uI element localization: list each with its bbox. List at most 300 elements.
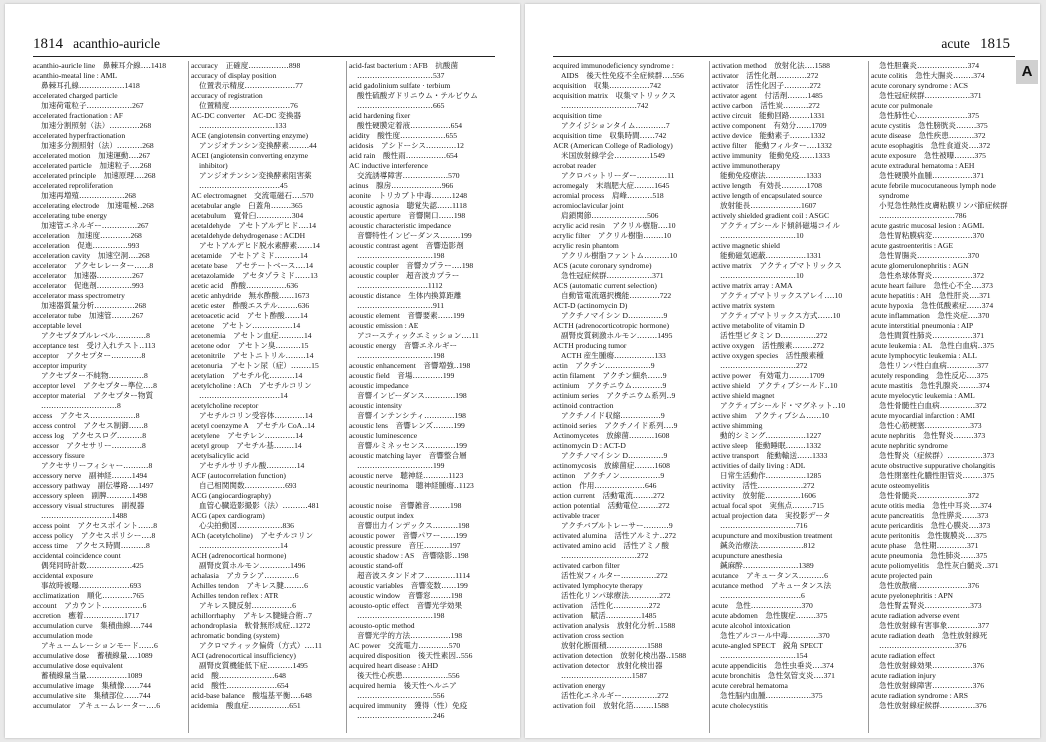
dictionary-entry-line: 自動管電流選択機能‥‥‥‥‥‥722 — [561, 291, 672, 300]
dictionary-entry-line: 急性放散痛‥‥‥‥‥‥‥‥‥‥376 — [879, 581, 980, 590]
dictionary-entry-line: acousto-optic method — [349, 621, 415, 630]
dictionary-entry-line: acromioclavicular joint — [553, 201, 624, 210]
dictionary-entry-line: acetic ester 酢酸エステル‥‥‥‥636 — [191, 301, 310, 310]
dictionary-entry-line: activator 活性化剤‥‥‥‥‥‥272 — [712, 71, 819, 80]
dictionary-entry-line: 急性胃腸炎‥‥‥‥‥‥‥‥‥‥370 — [879, 251, 980, 260]
dictionary-entry-line: acoustic output index — [349, 511, 414, 520]
dictionary-entry-line: acetabular angle 臼蓋角‥‥‥‥365 — [191, 201, 303, 210]
dictionary-entry-line: アクイジションタイム‥‥‥‥‥‥7 — [561, 121, 670, 130]
dictionary-entry-line: 急性腎盂腎炎‥‥‥‥‥‥‥‥‥373 — [879, 601, 982, 610]
dictionary-entry-line: active length 有効長‥‥‥‥‥1708 — [712, 181, 822, 190]
dictionary-entry-line: accelerated reproliferation — [33, 181, 113, 190]
dictionary-entry-line: acclimatization 順化‥‥‥‥‥‥765 — [33, 591, 144, 600]
page-number: 1815 — [980, 36, 1010, 52]
dictionary-entry-line: acetonitrile アセトニトリル‥‥‥‥14 — [191, 351, 314, 360]
dictionary-entry-line: acoustic enhancement 音響増強‥198 — [349, 361, 471, 370]
dictionary-entry-line: acoustic agnosia 聴覚失認‥‥‥1118 — [349, 201, 467, 210]
dictionary-entry-line: acute nephritic syndrome — [871, 441, 948, 450]
dictionary-entry-line: acoustic impedance — [349, 381, 409, 390]
dictionary-entry-line: activities of daily living : ADL — [712, 461, 806, 470]
dictionary-entry-line: active circuit 能動回路‥‥‥‥1331 — [712, 111, 825, 120]
dictionary-entry-line: activated lymphocyte therapy — [553, 581, 643, 590]
dictionary-entry-line: accessory visual structures 副視器 — [33, 501, 145, 510]
dictionary-entry-line: activator agent 付活剤‥‥‥‥1485 — [712, 91, 823, 100]
dictionary-entry-line: acquisition time 収集時間‥‥‥742 — [553, 131, 667, 140]
dictionary-entry-line: acrobat reader — [553, 161, 597, 170]
dictionary-entry-line: 交流誘導障害‥‥‥‥‥‥‥‥‥570 — [357, 171, 460, 180]
dictionary-entry-line: acrylic resin phantom — [553, 241, 619, 250]
dictionary-entry-line: acquired disposition 後天性素因‥556 — [349, 651, 473, 660]
dictionary-entry-line: accumulator アキュームレーター‥‥6 — [33, 701, 161, 710]
dictionary-entry-line: ‥‥‥‥‥‥‥‥‥‥‥‥‥‥‥272 — [561, 551, 649, 560]
dictionary-entry-line: 急性放射線有害事象‥‥‥‥‥‥377 — [879, 621, 990, 630]
dictionary-entry-line: 急性冠症候群‥‥‥‥‥‥‥‥‥371 — [561, 271, 664, 280]
dictionary-entry-line: activation energy — [553, 681, 606, 690]
dictionary-entry-line: active immunity 能動免疫‥‥‥1333 — [712, 151, 830, 160]
dictionary-entry-line: actual focal spot 実焦点‥‥‥‥715 — [712, 501, 824, 510]
dictionary-entry-line: 音響ルミネッセンス‥‥‥‥‥‥199 — [357, 441, 467, 450]
dictionary-entry-line: achromatic bonding (system) — [191, 631, 280, 640]
dictionary-entry-line: accumulation curve 集積曲線‥‥744 — [33, 621, 153, 630]
dictionary-entry-line: acute hepatitis : AH 急性肝炎‥‥371 — [871, 291, 991, 300]
dictionary-entry-line: acute abdomen 急性腹症‥‥‥‥375 — [712, 611, 828, 620]
dictionary-entry-line: accidental coincidence count — [33, 551, 121, 560]
dictionary-entry-line: アクチノマイシン D‥‥‥‥‥‥‥9 — [561, 311, 668, 320]
dictionary-entry-line: inhibitor) — [199, 161, 228, 170]
dictionary-entry-line: acute obstructive suppurative cholangitis — [871, 461, 996, 470]
dictionary-entry-line: Achilles tendon reflex : ATR — [191, 591, 279, 600]
dictionary-entry-line: acute febrile mucocutaneous lymph node — [871, 181, 996, 190]
dictionary-entry-line: acute cholecystitis — [712, 701, 768, 710]
dictionary-entry-line: 急性放射線症候群‥‥‥‥‥‥‥376 — [879, 701, 987, 710]
dictionary-entry-line: 酸性硫酸ガドリニウム・テルビウム — [357, 91, 478, 100]
dictionary-entry-line: aconite トリカブト中毒‥‥‥‥1248 — [349, 191, 468, 200]
dictionary-entry-line: ACS (acute coronary syndrome) — [553, 261, 652, 270]
dictionary-entry-line: acute projected pain — [871, 571, 933, 580]
dictionary-entry-line: ACI (adrenocortical insufficiency) — [191, 651, 296, 660]
dictionary-entry-line: accelerator 促進剤‥‥‥‥‥‥‥993 — [33, 281, 144, 290]
dictionary-entry-line: 放射能長‥‥‥‥‥‥‥‥‥‥1607 — [720, 201, 817, 210]
dictionary-entry-line: ACS (automatic current selection) — [553, 281, 657, 290]
dictionary-entry-line: acoustic characteristic impedance — [349, 221, 452, 230]
dictionary-entry-line: active matrix array : AMA — [712, 281, 793, 290]
dictionary-entry-line: 急性硬膜外血腫‥‥‥‥‥‥‥‥371 — [879, 171, 985, 180]
dictionary-entry-line: 急性胆嚢炎‥‥‥‥‥‥‥‥‥‥374 — [879, 61, 980, 70]
dictionary-entry-line: active oxygen 活性酸素‥‥‥‥272 — [712, 341, 824, 350]
dictionary-entry-line: action current 活動電流‥‥‥‥272 — [553, 491, 665, 500]
dictionary-entry-line: accelerated charged particle — [33, 91, 118, 100]
dictionary-entry-line: acute phase 急性期‥‥‥‥‥‥371 — [871, 541, 979, 550]
dictionary-entry-line: 酸性硬膜定着液‥‥‥‥‥‥‥‥654 — [357, 121, 463, 130]
dictionary-entry-line: 小児急性熱性皮膚粘膜リンパ節症候群 — [879, 201, 1008, 210]
dictionary-entry-line: acetylation アセチル化‥‥‥‥‥14 — [191, 371, 303, 380]
dictionary-entry-line: active oxygen species 活性酸素種 — [712, 351, 824, 360]
dictionary-entry-line: 急性放射線効果‥‥‥‥‥‥‥‥376 — [879, 661, 985, 670]
dictionary-entry-line: ‥‥‥‥‥‥‥‥‥‥‥‥‥‥‥199 — [357, 461, 445, 470]
dictionary-entry-line: アクチノイド収縮‥‥‥‥‥‥‥‥9 — [561, 411, 665, 420]
dictionary-entry-line: acetonemia アセトン血症‥‥‥‥‥14 — [191, 331, 312, 340]
dictionary-entry-line: 副腎皮質機能低下症‥‥‥‥‥1495 — [199, 661, 308, 670]
dictionary-entry-line: 急性胃粘膜病変‥‥‥‥‥‥‥‥370 — [879, 231, 985, 240]
dictionary-entry-line: acute appendicitis 急性虫垂炎‥‥374 — [712, 661, 834, 670]
dictionary-entry-line: acoustic stand-off — [349, 561, 404, 570]
dictionary-entry-line: 能動磁気遮蔽‥‥‥‥‥‥‥‥1331 — [720, 251, 822, 260]
dictionary-entry-line: 加速多分割照射（法）‥‥‥‥‥268 — [41, 141, 154, 150]
entry-column — [712, 61, 874, 733]
dictionary-entry-line: activity 放射能‥‥‥‥‥‥‥1606 — [712, 491, 816, 500]
dictionary-entry-line: acrylic filter アクリル樹脂‥‥‥‥10 — [553, 231, 672, 240]
dictionary-entry-line: acute esophagitis 急性食道炎‥‥372 — [871, 141, 991, 150]
dictionary-entry-line: 急性間質性肺炎‥‥‥‥‥‥‥‥371 — [879, 331, 985, 340]
dictionary-entry-line: acetazolamide アセタゾラミド‥‥‥13 — [191, 271, 318, 280]
dictionary-entry-line: ‥‥‥‥‥‥‥‥‥‥‥‥‥‥‥786 — [879, 211, 967, 220]
dictionary-entry-line: ‥‥‥‥‥‥‥‥‥‥‥‥‥‥‥246 — [357, 711, 445, 720]
dictionary-entry-line: accessor アクセサリー‥‥‥‥‥‥8 — [33, 441, 146, 450]
dictionary-entry-line: acute inflammation 急性炎症‥‥370 — [871, 311, 990, 320]
dictionary-entry-line: acetaldehyde アセトアルデヒド‥‥14 — [191, 221, 317, 230]
dictionary-entry-line: acetoacetic acid アセト酢酸‥‥‥14 — [191, 311, 308, 320]
dictionary-entry-line: accelerated particle 加速粒子‥‥268 — [33, 161, 152, 170]
dictionary-entry-line: acetic anhydride 無水酢酸‥‥‥1673 — [191, 291, 310, 300]
dictionary-entry-line: acoustic lens 音響レンズ‥‥‥‥199 — [349, 421, 465, 430]
dictionary-entry-line: activated alumina 活性アルミナ‥272 — [553, 531, 677, 540]
dictionary-entry-line: actinoid series アクチノイド系列‥‥9 — [553, 421, 678, 430]
dictionary-entry-line: AIDS 後天性免疫不全症候群‥‥556 — [561, 71, 684, 80]
dictionary-entry-line: acromegaly 末端肥大症‥‥‥‥1645 — [553, 181, 670, 190]
dictionary-entry-line: actin アクチン‥‥‥‥‥‥‥‥‥9 — [553, 361, 655, 370]
dictionary-entry-line: acceptor level アクセプター準位‥‥8 — [33, 381, 157, 390]
dictionary-entry-line: access log アクセスログ‥‥‥‥‥8 — [33, 431, 147, 440]
dictionary-entry-line: 急性心筋梗塞‥‥‥‥‥‥‥‥‥373 — [879, 421, 982, 430]
dictionary-entry-line: accelerating tube energy — [33, 211, 108, 220]
dictionary-entry-line: active shimming — [712, 421, 763, 430]
dictionary-entry-line: acoustic shadow : AS 音響陰影‥198 — [349, 551, 469, 560]
dictionary-entry-line: 放射化断面積‥‥‥‥‥‥‥‥1588 — [561, 641, 663, 650]
dictionary-entry-line: ‥‥‥‥‥‥‥‥‥‥‥‥‥‥‥198 — [357, 351, 445, 360]
dictionary-entry-line: acoustic window 音響窓‥‥‥‥198 — [349, 591, 463, 600]
entry-column — [191, 61, 353, 733]
running-head-word: acute — [941, 36, 970, 51]
dictionary-entry-line: acupuncture anesthesia — [712, 551, 783, 560]
dictionary-entry-line: actinomycin D : ACT-D — [553, 441, 626, 450]
dictionary-entry-line: acetyl coenzyme A アセチル CoA‥14 — [191, 421, 315, 430]
dictionary-entry-line: accumulative site 集積部位‥‥‥744 — [33, 691, 151, 700]
dictionary-entry-line: acetone odor アセトン臭‥‥‥‥‥15 — [191, 341, 309, 350]
dictionary-entry-line: ‥‥‥‥‥‥‥‥‥‥‥‥‥‥‥‥45 — [199, 181, 288, 190]
dictionary-entry-line: acute leukemia : AL 急性白血病‥375 — [871, 341, 995, 350]
dictionary-entry-line: acute radiation adverse event — [871, 611, 960, 620]
dictionary-entry-line: ‥‥‥‥‥‥‥‥‥‥‥‥‥‥‥198 — [357, 251, 445, 260]
dictionary-entry-line: acquisition 収集‥‥‥‥‥‥‥‥742 — [553, 81, 662, 90]
entry-column — [553, 61, 715, 733]
dictionary-entry-line: 急性骨髄性白血病‥‥‥‥‥‥‥372 — [879, 401, 987, 410]
dictionary-entry-line: ACG (angiocardiography) — [191, 491, 271, 500]
dictionary-entry-line: actinomycosis 放線菌症‥‥‥‥1608 — [553, 461, 670, 470]
dictionary-entry-line: acute radiation effect — [871, 651, 935, 660]
dictionary-entry-line: acrylic acid resin アクリル樹脂‥‥10 — [553, 221, 676, 230]
dictionary-entry-line: 副腎皮質刺激ホルモン‥‥‥‥1495 — [561, 331, 673, 340]
running-head-left — [33, 34, 160, 54]
dictionary-entry-line: active power 有効電力‥‥‥‥1709 — [712, 371, 825, 380]
dictionary-entry-line: 位置表示精度‥‥‥‥‥‥‥‥‥‥77 — [199, 81, 303, 90]
dictionary-entry-line: アクティブマトリックスアレイ‥‥10 — [720, 291, 843, 300]
dictionary-entry-line: ACR (American College of Radiology) — [553, 141, 673, 150]
dictionary-entry-line: acutely responding 急性反応‥‥375 — [871, 371, 989, 380]
dictionary-entry-line: accuracy of registration — [191, 91, 263, 100]
dictionary-entry-line: acoustic power 音響パワー‥‥‥199 — [349, 531, 467, 540]
dictionary-entry-line: 急性肺性心‥‥‥‥‥‥‥‥‥‥375 — [879, 111, 980, 120]
dictionary-entry-line: acanthio-meatal line : AML — [33, 71, 118, 80]
dictionary-entry-line: ‥‥‥‥‥‥‥‥‥‥‥‥‥‥‥911 — [357, 301, 445, 310]
dictionary-entry-line: acoustic noise 音響雑音‥‥‥‥198 — [349, 501, 462, 510]
dictionary-entry-line: acute heart failure 急性心不全‥‥373 — [871, 281, 993, 290]
dictionary-entry-line: ‥‥‥‥‥‥‥‥‥‥‥‥‥‥‥154 — [720, 651, 808, 660]
dictionary-entry-line: accuracy of display position — [191, 71, 277, 80]
header-rule — [33, 56, 495, 57]
dictionary-entry-line: acute cystitis 急性膀胱炎‥‥‥‥375 — [871, 121, 988, 130]
dictionary-entry-line: 肩鎖関節‥‥‥‥‥‥‥‥‥‥‥506 — [561, 211, 659, 220]
dictionary-entry-line: acceptable level — [33, 321, 82, 330]
dictionary-entry-line: action 作用‥‥‥‥‥‥‥‥‥‥646 — [553, 481, 657, 490]
dictionary-entry-line: accelerator tube 加速管‥‥‥‥267 — [33, 311, 144, 320]
dictionary-entry-line: acute gastroenteritis : AGE — [871, 241, 954, 250]
dictionary-entry-line: ACG (apex cardiogram) — [191, 511, 265, 520]
dictionary-entry-line: アクリル樹脂ファントム‥‥‥‥‥10 — [561, 251, 678, 260]
dictionary-entry-line: アクロマティック偏倚（方式）‥‥11 — [199, 641, 322, 650]
dictionary-entry-line: active shield magnet — [712, 391, 775, 400]
dictionary-entry-line: acceleration cavity 加速空洞‥‥268 — [33, 251, 150, 260]
dictionary-entry-line: accessory nerve 副神経‥‥‥‥1494 — [33, 471, 148, 480]
dictionary-entry-line: achillorrhaphy アキレス腱縫合術‥7 — [191, 611, 312, 620]
dictionary-entry-line: acetylcholine receptor — [191, 401, 259, 410]
dictionary-entry-line: acinus 腺房‥‥‥‥‥‥‥‥‥‥966 — [349, 181, 454, 190]
dictionary-entry-line: acceptor impurity — [33, 361, 87, 370]
column-divider — [188, 61, 189, 733]
dictionary-entry-line: ‥‥‥‥‥‥‥‥‥‥‥‥‥‥‥10 — [720, 271, 804, 280]
dictionary-entry-line: acoustic pressure 音圧‥‥‥‥‥197 — [349, 541, 461, 550]
dictionary-entry-line: acceleration 加速度‥‥‥‥‥‥268 — [33, 231, 142, 240]
dictionary-entry-line: 副腎皮質ホルモン‥‥‥‥‥‥1496 — [199, 561, 306, 570]
dictionary-entry-line: 活性型ビタミン D‥‥‥‥‥‥‥272 — [720, 331, 828, 340]
entry-column — [871, 61, 1015, 733]
dictionary-entry-line: acoustic emission : AE — [349, 321, 419, 330]
dictionary-entry-line: acute radiation injury — [871, 671, 936, 680]
dictionary-entry-line: acceptor アクセプター‥‥‥‥‥‥8 — [33, 351, 146, 360]
dictionary-entry-line: actin filament アクチン細糸‥‥‥9 — [553, 371, 667, 380]
dictionary-entry-line: Achilles tendon アキレス腱‥‥‥‥6 — [191, 581, 308, 590]
dictionary-entry-line: ‥‥‥‥‥‥‥‥‥‥‥‥‥‥‥376 — [879, 641, 967, 650]
dictionary-entry-line: actinon アクチノン‥‥‥‥‥‥‥‥9 — [553, 471, 665, 480]
header-rule — [553, 56, 1015, 57]
dictionary-entry-line: acute pneumonia 急性肺炎‥‥‥375 — [871, 551, 988, 560]
column-divider — [868, 61, 869, 733]
dictionary-entry-line: accessory fissure — [33, 451, 85, 460]
dictionary-entry-line: 加速分割照射（法）‥‥‥‥‥‥268 — [41, 121, 152, 130]
dictionary-entry-line: active shield アクティブシールド‥10 — [712, 381, 838, 390]
dictionary-entry-line: acute exposure 急性被曝‥‥‥‥375 — [871, 151, 986, 160]
dictionary-entry-line: ‥‥‥‥‥‥‥‥‥‥‥‥‥‥‥133 — [199, 121, 287, 130]
dictionary-entry-line: accessory pathway 副伝導路‥‥1497 — [33, 481, 154, 490]
dictionary-entry-line: ACEI (angiotensin converting enzyme — [191, 151, 309, 160]
dictionary-entry-line: acceptance test 受け入れテスト‥113 — [33, 341, 156, 350]
dictionary-entry-line: ‥‥‥‥‥‥‥‥‥‥‥‥‥‥1112 — [357, 281, 443, 290]
dictionary-entry-line: 鍼灸治療法‥‥‥‥‥‥‥‥‥812 — [720, 541, 815, 550]
dictionary-entry-line: acute colitis 急性大腸炎‥‥‥‥374 — [871, 71, 985, 80]
dictionary-entry-line: acute extradural hematoma : AEH — [871, 161, 975, 170]
dictionary-entry-line: acoustic intensity — [349, 401, 402, 410]
dictionary-entry-line: active length of encapsulated source — [712, 191, 823, 200]
dictionary-entry-line: acidosis アシドーシス‥‥‥‥‥‥12 — [349, 141, 464, 150]
dictionary-entry-line: アクチバブルトレーサー‥‥‥‥‥9 — [561, 521, 673, 530]
dictionary-entry-line: AC inductive interference — [349, 161, 428, 170]
dictionary-entry-line: acute poliomyelitis 急性灰白髄炎‥371 — [871, 561, 999, 570]
dictionary-entry-line: acid gadolinium sulfate · terbium — [349, 81, 451, 90]
dictionary-entry-line: acoustic energy 音響エネルギー — [349, 341, 458, 350]
dictionary-entry-line: アセチルコリン受容体‥‥‥‥‥‥14 — [199, 411, 313, 420]
dictionary-entry-line: accessory spleen 副脾‥‥‥‥‥1498 — [33, 491, 148, 500]
dictionary-entry-line: acoustic coupler 超音波カプラー — [349, 271, 460, 280]
dictionary-entry-line: acetaldehyde dehydrogenase : ACDH — [191, 231, 306, 240]
entry-column — [33, 61, 195, 733]
dictionary-entry-line: 自己相関関数‥‥‥‥‥‥‥‥693 — [199, 481, 297, 490]
dictionary-entry-line: ACE (angiotensin converting enzyme) — [191, 131, 309, 140]
dictionary-entry-line: 能動免疫療法‥‥‥‥‥‥‥‥1333 — [720, 171, 822, 180]
dictionary-entry-line: acute otitis media 急性中耳炎‥‥374 — [871, 501, 992, 510]
dictionary-entry-line: acceptor material アクセプター物質 — [33, 391, 154, 400]
dictionary-entry-line: acute cerebral hematoma — [712, 681, 788, 690]
dictionary-entry-line: 後天性心疾患‥‥‥‥‥‥‥‥‥556 — [357, 671, 460, 680]
dictionary-entry-line: acquired immunity 獲得（性）免疫 — [349, 701, 468, 710]
dictionary-entry-line: accretion 癒着‥‥‥‥‥‥‥‥1717 — [33, 611, 140, 620]
dictionary-entry-line: 鍼麻酔‥‥‥‥‥‥‥‥‥‥‥1389 — [720, 561, 814, 570]
dictionary-entry-line: アコースティックエミッション‥‥11 — [357, 331, 479, 340]
dictionary-entry-line: activation detection 放射化検出器‥1588 — [553, 651, 687, 660]
dictionary-entry-line: accelerated hyperfractionation — [33, 131, 126, 140]
dictionary-entry-line: ‥‥‥‥‥‥‥‥‥‥‥‥‥‥‥556 — [357, 691, 445, 700]
dictionary-entry-line: 位置精度‥‥‥‥‥‥‥‥‥‥‥‥76 — [199, 101, 298, 110]
dictionary-entry-line: accelerated fractionation : AF — [33, 111, 124, 120]
dictionary-entry-line: AC power 交流電力‥‥‥‥‥‥570 — [349, 641, 461, 650]
dictionary-entry-line: acupuncture and moxibustion treatment — [712, 531, 833, 540]
dictionary-entry-line: access time アクセス時間‥‥‥‥‥8 — [33, 541, 150, 550]
dictionary-entry-line: 活性化エネルギー‥‥‥‥‥‥‥272 — [561, 691, 669, 700]
dictionary-entry-line: アクセプタブルレベル‥‥‥‥‥‥8 — [41, 331, 150, 340]
dictionary-entry-line: acute pericarditis 急性心膜炎‥‥373 — [871, 521, 991, 530]
dictionary-entry-line: actinium アクチニウム‥‥‥‥‥‥9 — [553, 381, 667, 390]
dictionary-entry-line: acoustic field 音場‥‥‥‥‥‥199 — [349, 371, 455, 380]
dictionary-entry-line: syndrome — [879, 191, 909, 200]
dictionary-entry-line: acute 急性‥‥‥‥‥‥‥‥‥‥370 — [712, 601, 813, 610]
dictionary-entry-line: acquired heart disease : AHD — [349, 661, 438, 670]
dictionary-entry-line: acid 酸性‥‥‥‥‥‥‥‥‥‥654 — [191, 681, 289, 690]
dictionary-entry-line: acanthio-auricle line 鼻棘耳介線‥‥1418 — [33, 61, 167, 70]
dictionary-entry-line: ‥‥‥‥‥‥‥‥‥‥‥‥‥‥1488 — [41, 511, 128, 520]
dictionary-entry-line: acute myocardial infarction : AMI — [871, 411, 975, 420]
dictionary-entry-line: activable tracer — [553, 511, 600, 520]
dictionary-entry-line: ACH (adrenocortical hormone) — [191, 551, 287, 560]
dictionary-entry-line: 急性脳内血腫‥‥‥‥‥‥‥‥‥375 — [720, 691, 823, 700]
dictionary-entry-line: acute osteomyelitis — [871, 481, 930, 490]
dictionary-entry-line: 音響光学的方法‥‥‥‥‥‥‥‥198 — [357, 631, 463, 640]
dictionary-entry-line: acute coronary syndrome : ACS — [871, 81, 969, 90]
dictionary-entry-line: 音響インピーダンス‥‥‥‥‥‥198 — [357, 391, 467, 400]
dictionary-entry-line: ‥‥‥‥‥‥‥‥‥‥‥‥‥‥‥716 — [720, 521, 808, 530]
dictionary-entry-line: accelerator アクセレレーター‥‥‥8 — [33, 261, 154, 270]
dictionary-entry-line: ‥‥‥‥‥‥‥‥‥‥‥‥‥‥‥665 — [357, 101, 445, 110]
dictionary-entry-line: acousto-optic effect 音響光学効果 — [349, 601, 463, 610]
dictionary-entry-line: accelerator 加速器‥‥‥‥‥‥‥267 — [33, 271, 144, 280]
dictionary-entry-line: accumulative dose 蓄積線量‥‥1089 — [33, 651, 153, 660]
dictionary-entry-line: アクセプター不純物‥‥‥‥‥‥‥8 — [41, 371, 148, 380]
left-page — [5, 4, 520, 738]
dictionary-entry-line: acute radiation death 急性放射線死 — [871, 631, 988, 640]
dictionary-entry-line: acoustic variables 音響変数‥‥‥199 — [349, 581, 468, 590]
dictionary-entry-line: 心尖拍動図‥‥‥‥‥‥‥‥‥836 — [199, 521, 294, 530]
dictionary-entry-line: アクティブマトリックス方式‥‥‥10 — [720, 311, 841, 320]
dictionary-entry-line: activation 活性化‥‥‥‥‥‥‥272 — [553, 601, 661, 610]
dictionary-entry-line: ‥‥‥‥‥‥‥‥‥‥‥‥‥‥‥537 — [357, 71, 445, 80]
dictionary-entry-line: 急性骨髄炎‥‥‥‥‥‥‥‥‥‥372 — [879, 491, 980, 500]
dictionary-entry-line: acute pancreatitis 急性膵炎‥‥‥373 — [871, 511, 989, 520]
dictionary-entry-line: AC electromagnet 交流電磁石‥‥570 — [191, 191, 314, 200]
dictionary-entry-line: activity 活性‥‥‥‥‥‥‥‥‥272 — [712, 481, 815, 490]
dictionary-entry-line: access policy アクセスポリシー‥‥8 — [33, 531, 156, 540]
dictionary-entry-line: accelerated motion 加速運動‥‥267 — [33, 151, 151, 160]
dictionary-entry-line: accelerating electrode 加速電極‥268 — [33, 201, 154, 210]
dictionary-entry-line: acoustic element 音響要素‥‥‥199 — [349, 311, 465, 320]
dictionary-entry-line — [349, 491, 495, 501]
dictionary-entry-line: accidental exposure — [33, 571, 94, 580]
dictionary-entry-line: acquisition time — [553, 111, 602, 120]
dictionary-entry-line: activation method 放射化法‥‥1588 — [712, 61, 830, 70]
dictionary-entry-line: acute pyelonephritis : APN — [871, 591, 954, 600]
dictionary-entry-line: accelerator mass spectrometry — [33, 291, 125, 300]
dictionary-entry-line: アクセサリーフィシャー‥‥‥‥‥8 — [41, 461, 153, 470]
dictionary-entry-line: 急性腎炎（症候群）‥‥‥‥‥‥‥373 — [879, 451, 995, 460]
dictionary-entry-line: acoustic luminescence — [349, 431, 418, 440]
dictionary-entry-line: accelerated principle 加速原理‥‥268 — [33, 171, 156, 180]
dictionary-entry-line: 日常生活動作‥‥‥‥‥‥‥‥1285 — [720, 471, 822, 480]
dictionary-entry-line: activation 賦活‥‥‥‥‥‥‥1485 — [553, 611, 657, 620]
dictionary-entry-line: acetabulum 寛骨臼‥‥‥‥‥‥‥304 — [191, 211, 304, 220]
dictionary-entry-line: active matrix アクティブマトリックス — [712, 261, 842, 270]
dictionary-entry-line: acquired hernia 後天性ヘルニア — [349, 681, 457, 690]
dictionary-entry-line: acid 酸‥‥‥‥‥‥‥‥‥‥‥648 — [191, 671, 286, 680]
dictionary-entry-line: ACT-D (actinomycin D) — [553, 301, 628, 310]
dictionary-entry-line: アキュームレーションモード‥‥‥6 — [41, 641, 158, 650]
dictionary-entry-line: ‥‥‥‥‥‥‥‥‥‥‥‥‥‥‥742 — [561, 101, 649, 110]
dictionary-entry-line: 米国放射線学会‥‥‥‥‥‥‥1549 — [561, 151, 665, 160]
dictionary-entry-line: アセトアルデヒド脱水素酵素‥‥‥14 — [199, 241, 320, 250]
dictionary-entry-line: acetyl group アセチル基‥‥‥‥14 — [191, 441, 302, 450]
dictionary-entry-line: 急性放射線障害‥‥‥‥‥‥‥‥376 — [879, 681, 985, 690]
dictionary-entry-line: ACh (acetylcholine) アセチルコリン — [191, 531, 314, 540]
dictionary-entry-line: acutance アキュータンス‥‥‥‥‥6 — [712, 571, 828, 580]
dictionary-entry-line: acutance method アキュータンス法 — [712, 581, 832, 590]
column-divider — [709, 61, 710, 733]
dictionary-entry-line: 偶発同時計数‥‥‥‥‥‥‥‥‥425 — [41, 561, 144, 570]
dictionary-entry-line: actinoid contraction — [553, 401, 614, 410]
dictionary-entry-line: active magnetic shield — [712, 241, 780, 250]
dictionary-entry-line: ‥‥‥‥‥‥‥‥‥‥‥‥‥‥‥‥6 — [720, 591, 805, 600]
dictionary-entry-line: acute mastitis 急性乳腺炎‥‥‥‥374 — [871, 381, 990, 390]
dictionary-entry-line: acute cor pulmonale — [871, 101, 933, 110]
dictionary-entry-line: account アカウント‥‥‥‥‥‥‥‥6 — [33, 601, 147, 610]
dictionary-entry-line: access アクセス‥‥‥‥‥‥‥‥‥8 — [33, 411, 140, 420]
dictionary-entry-line: acetonuria アセトン尿（症）‥‥‥‥15 — [191, 361, 319, 370]
dictionary-entry-line: ‥‥‥‥‥‥‥‥‥‥‥‥‥‥‥‥14 — [199, 541, 288, 550]
dictionary-entry-line: acetic acid 酢酸‥‥‥‥‥‥‥‥636 — [191, 281, 298, 290]
